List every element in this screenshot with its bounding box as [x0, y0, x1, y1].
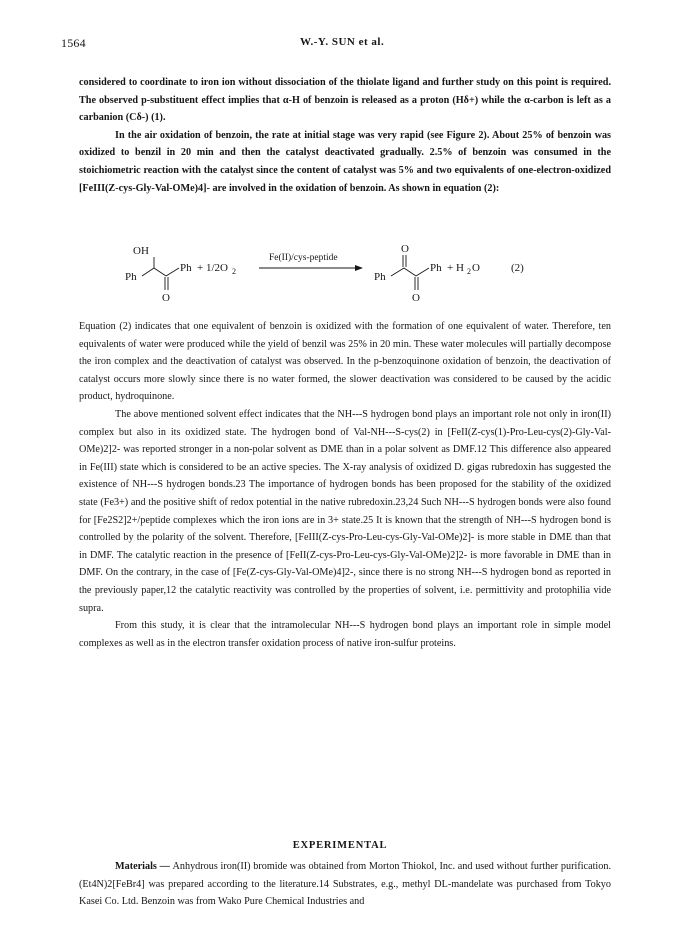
reaction-scheme [79, 240, 611, 310]
product-ph-left: Ph [374, 271, 386, 283]
paragraph-conclusion: From this study, it is clear that the intramolecular NH---S hydrogen bond plays an important role in simple model complexes as well as in the electron transfer oxidation process of native iron-sulfur proteins. [79, 620, 611, 649]
catalyst-label: Fe(II)/cys-peptide [269, 253, 338, 263]
materials-text: Anhydrous iron(II) bromide was obtained from Morton Thiokol, Inc. and used without further purification. (Et4N)2[FeBr4] was prepared according to the literature.14 Substrates, e.g., methyl DL-mandelate was purchased from Tokyo Kasei Co. Ltd. Benzoin was from Wako Pure Chemical Industries and [79, 861, 611, 908]
section-heading-experimental: EXPERIMENTAL [292, 840, 388, 851]
running-head: W.-Y. SUN et al. [300, 36, 385, 48]
paragraph-materials [79, 858, 611, 911]
paragraph-hydrogen-bond: The above mentioned solvent effect indicates that the NH---S hydrogen bond plays an important role not only in iron(II) complex but also in its oxidized state. The hydrogen bond of Val-NH---S-cys(2) in [FeII(Z-cys(1)-Pro-Leu-cys(2)-Gly-Val-OMe)2]2- was reported stronger in a non-polar solvent as DME than in a polar solvent as DMF.12 This difference also appeared in Fe(III) state which is considered to be an active species. The X-ray analysis of oxidized D. gigas rubredoxin has suggested the existence of NH---S hydrogen bonds.23 The importance of hydrogen bonds has been proposed for the stability of the oxidized state (Fe3+) and the positive shift of redox potential in the native rubredoxin.23,24 Such NH---S hydrogen bonds were also found for [Fe2S2]2+/peptide complexes which the iron ions are in 3+ state.25 It is known that the strength of NH---S hydrogen bond is controlled by the polarity of the solvent. Therefore, [FeIII(Z-cys-Pro-Leu-cys-Gly-Val-OMe)2]- is more stable in DME than that in DMF. The catalytic reaction in the presence of [FeII(Z-cys-Pro-Leu-cys-Gly-Val-OMe)2]2- is more favorable in DME than in DMF. On the contrary, in the case of [Fe(Z-cys-Gly-Val-OMe)4]2-, since there is no strong NH---S hydrogen bond as reported in the previously paper,12 the catalytic reactivity was controlled by the properties of solvent, i.e. permittivity and protophilia vide supra. [79, 408, 611, 614]
reactant-o-label: O [162, 292, 170, 304]
top-text-block [79, 74, 611, 197]
product-o-bottom-label: O [412, 292, 420, 304]
h2o-subscript: 2 [467, 267, 471, 276]
product-bond-right [416, 268, 429, 276]
product-bond-center [404, 268, 416, 276]
plus-oxygen: + 1/2O [197, 262, 228, 274]
h2o-o: O [472, 262, 480, 274]
reactant-bond-right [166, 268, 179, 276]
page-number: 1564 [61, 36, 86, 50]
product-o-top-label: O [401, 243, 409, 255]
reaction-equation-2 [79, 240, 611, 310]
paragraph-water-formation: Equation (2) indicates that one equivalent of benzoin is oxidized with the formation of one equivalent of water. Therefore, ten equivalents of water were produced while the yield of benzil was 25% in 20 min. These water molecules will partially decompose the iron complex and the deactivation of catalyst was observed. In the p-benzoquinone oxidation of benzoin, the deactivation of catalyst occurs more slowly since there is no water formed, the slower deactivation was considered to be caused by the acidic product, hydroquinone. [79, 321, 611, 403]
paragraph-air-oxidation: In the air oxidation of benzoin, the rate at initial stage was very rapid (see Figure 2). About 25% of benzoin was oxidized to benzil in 20 min and then the catalyst deactivated gradually. 2.5% of benzoin was consumed in the stoichiometric reaction with the catalyst since the content of catalyst was 5% and two equivalents of one-electron-oxidized [FeIII(Z-cys-Gly-Val-OMe)4]- are involved in the oxidation of benzoin. As shown in equation (2): [79, 129, 611, 194]
reaction-arrow-head [355, 265, 363, 271]
reactant-ph-left: Ph [125, 271, 137, 283]
reactant-oh-label: OH [133, 245, 149, 257]
materials-text-block [79, 858, 611, 911]
product-bond-left [391, 268, 404, 276]
equation-number: (2) [511, 262, 524, 274]
materials-dash: — [156, 861, 173, 872]
materials-label: Materials [115, 861, 157, 872]
reactant-ph-right: Ph [180, 262, 192, 274]
o2-subscript: 2 [232, 267, 236, 276]
paragraph-proton-release: considered to coordinate to iron ion without dissociation of the thiolate ligand and further study on this point is required. The observed p-substituent effect implies that α-H of benzoin is released as a proton (Hδ+) while the α-carbon is left as a carbanion (Cδ-) (1). [79, 77, 611, 124]
reactant-bond-left [142, 268, 154, 276]
plus-water: + H [447, 262, 464, 274]
middle-text-block [79, 318, 611, 652]
reactant-bond-center [154, 268, 166, 276]
product-ph-right: Ph [430, 262, 442, 274]
